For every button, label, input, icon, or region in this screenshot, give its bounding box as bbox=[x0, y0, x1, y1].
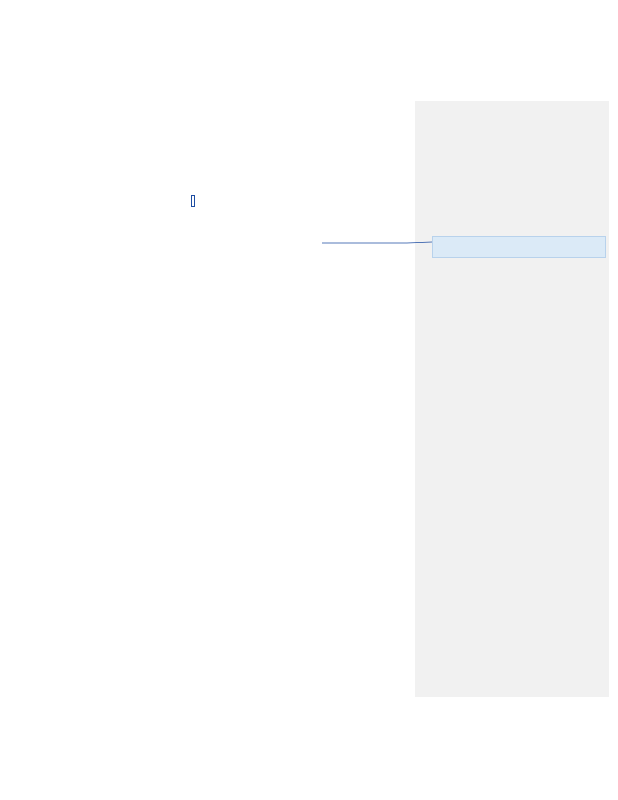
paragraph-ii bbox=[191, 196, 422, 206]
commented-text-highlight[interactable] bbox=[191, 195, 195, 207]
comment-balloon[interactable] bbox=[432, 236, 606, 258]
comment-connector-line bbox=[322, 238, 432, 250]
comment-margin-panel bbox=[415, 101, 609, 697]
para-line bbox=[191, 196, 422, 206]
comment-text bbox=[507, 241, 603, 248]
